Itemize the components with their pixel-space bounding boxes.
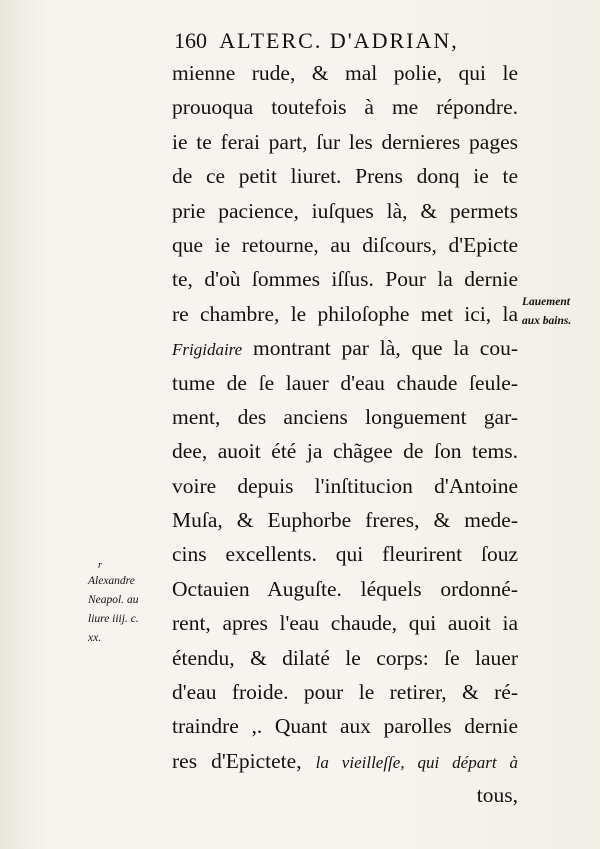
text-line: Muſa, & Euphorbe freres, & mede-	[172, 508, 518, 533]
text-line: re chambre, le philoſophe met ici, la	[172, 301, 518, 326]
text-line: Octauien Auguſte. léquels ordonné-	[172, 576, 518, 601]
running-title: ALTERC. D'ADRIAN,	[219, 28, 459, 53]
text-line: ie te ferai part, ſur les dernieres pages	[172, 129, 518, 154]
text-line: voire depuis l'inſtitucion d'Antoine	[172, 473, 518, 498]
text-line: étendu, & dilaté le corps: ſe lauer	[172, 645, 518, 670]
running-header	[174, 28, 459, 54]
text-line: res d'Epictete, la vieilleſſe, qui départ à	[172, 748, 519, 773]
text-line: prie pacience, iuſques là, & permets	[172, 198, 518, 223]
text-line: cins excellents. qui fleurirent ſouz	[172, 542, 518, 567]
italic-quotation: la vieilleſſe, qui départ à	[315, 752, 519, 772]
italic-term: Frigidaire	[172, 340, 243, 360]
text-line: dee, auoit été ja chãgee de ſon tems.	[172, 439, 518, 464]
margin-note-right: Lauement aux bains.	[522, 296, 572, 327]
text-line: rent, apres l'eau chaude, qui auoit ia	[172, 611, 518, 636]
catchword-line: tous,	[476, 783, 518, 808]
margin-note-left: r Alexandre Neapol. au liure iiij. c. xx.	[88, 560, 162, 648]
text-line: Frigidaire montrant par là, que la cou-	[172, 336, 518, 361]
text-line: te, d'où ſommes iſſus. Pour la dernie	[172, 267, 518, 292]
page-number: 160	[174, 28, 207, 53]
text-line: d'eau froide. pour le retirer, & ré-	[172, 680, 518, 705]
body-text	[172, 56, 518, 813]
text-line: ment, des anciens longuement gar-	[172, 404, 518, 429]
text-line: que ie retourne, au diſcours, d'Epicte	[172, 232, 518, 257]
text-line: de ce petit liuret. Prens donq ie te	[172, 164, 518, 189]
text-line: traindre ,. Quant aux parolles dernie	[172, 714, 518, 739]
note-marker: r	[98, 560, 102, 571]
text-line: tume de ſe lauer d'eau chaude ſeule-	[172, 370, 518, 395]
text-line: prouoqua toutefois à me répondre.	[172, 95, 518, 120]
text-line: mienne rude, & mal polie, qui le	[172, 61, 518, 85]
